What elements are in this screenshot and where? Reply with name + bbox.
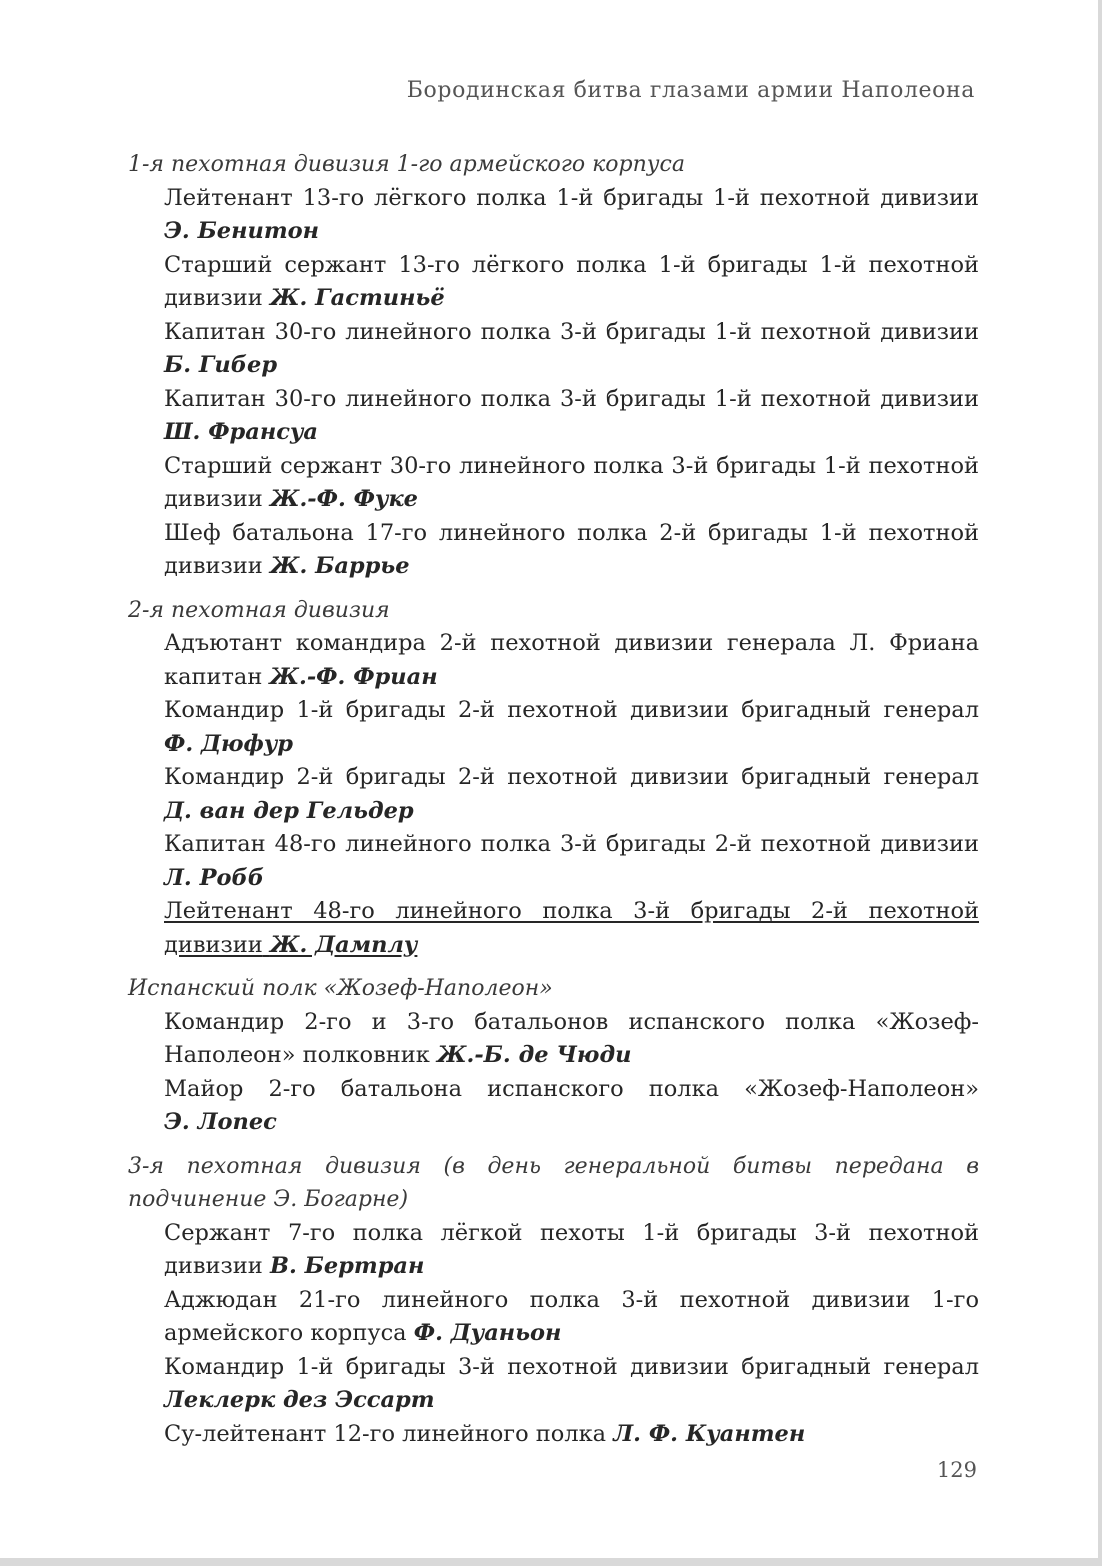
list-item	[164, 1418, 979, 1452]
entry-text: Командир 2-й бригады 2-й пехотной дивизии бригадный генерал	[164, 764, 979, 790]
entry-text: Старший сержант 13-го лёгкого полка 1-й бригады 1-й пехотной дивизии	[164, 251, 979, 311]
list-item	[164, 1217, 979, 1284]
running-head: Бородинская битва глазами армии Наполеона	[406, 78, 975, 103]
person-name: Ж.-Ф. Фриан	[269, 663, 438, 690]
entry-text: Шеф батальона 17-го линейного полка 2-й бригады 1-й пехотной дивизии	[164, 519, 979, 579]
section-division-1	[128, 148, 979, 584]
list-item	[164, 1284, 979, 1351]
person-name: Ж.-Ф. Фуке	[269, 486, 418, 512]
person-name: Леклерк дез Эссарт	[164, 1387, 435, 1413]
person-name: Ж. Дамплу	[269, 931, 418, 958]
entry-text: Командир 1-й бригады 2-й пехотной дивизии бригадный генерал	[164, 697, 979, 723]
section-title: 2-я пехотная дивизия	[128, 597, 390, 623]
person-name: Б. Гибер	[164, 352, 278, 378]
list-item	[164, 761, 979, 828]
list-item	[164, 383, 979, 450]
entry-text: Аджюдан 21-го линейного полка 3-й пехотной дивизии 1-го армейского корпуса	[164, 1286, 979, 1346]
list-item	[164, 828, 979, 895]
person-name: Л. Робб	[164, 864, 264, 891]
entry-text: Капитан 30-го линейного полка 3-й бригады 1-й пехотной дивизии	[164, 318, 979, 345]
entry-text: Командир 2-го и 3-го батальонов испанского полка «Жозеф-Наполеон» полковник	[164, 1008, 979, 1068]
person-name: Ф. Дуаньон	[413, 1320, 562, 1346]
person-name: Ф. Дюфур	[164, 730, 294, 757]
entry-text: Командир 1-й бригады 3-й пехотной дивизии бригадный генерал	[164, 1353, 979, 1380]
list-item-underlined	[164, 895, 979, 962]
entry-text: Адъютант командира 2-й пехотной дивизии генерала Л. Фриана капитан	[164, 630, 979, 690]
list-item	[164, 450, 979, 517]
entry-text: Сержант 7-го полка лёгкой пехоты 1-й бригады 3-й пехотной дивизии	[164, 1219, 979, 1279]
entry-text: Старший сержант 30-го линейного полка 3-й бригады 1-й пехотной дивизии	[164, 452, 979, 512]
person-name: Л. Ф. Куантен	[613, 1420, 806, 1447]
list-item	[164, 316, 979, 383]
entry-text: Майор 2-го батальона испанского полка «Жозеф-Наполеон»	[164, 1075, 979, 1102]
entry-text: Лейтенант 48-го линейного полка 3-й бригады 2-й пехотной дивизии	[164, 898, 979, 958]
person-name: Ж.-Б. де Чюди	[436, 1042, 632, 1068]
entry-text: Капитан 48-го линейного полка 3-й бригады 2-й пехотной дивизии	[164, 831, 979, 857]
list-item	[164, 1351, 979, 1418]
entry-text: Капитан 30-го линейного полка 3-й бригады 1-й пехотной дивизии	[164, 385, 979, 412]
section-title: Испанский полк «Жозеф-Наполеон»	[128, 976, 553, 1001]
section-spanish-regiment	[128, 972, 979, 1140]
person-name: Д. ван дер Гельдер	[164, 797, 414, 824]
page-content	[128, 148, 979, 1461]
list-item	[164, 182, 979, 249]
person-name: В. Бертран	[269, 1253, 425, 1279]
section-division-3	[128, 1150, 979, 1452]
list-item	[164, 1073, 979, 1140]
section-title: 1-я пехотная дивизия 1-го армейского корпуса	[128, 152, 685, 177]
list-item	[164, 1006, 979, 1073]
list-item	[164, 694, 979, 761]
entry-text: Лейтенант 13-го лёгкого полка 1-й бригады 1-й пехотной дивизии	[164, 184, 979, 211]
section-title: 3-я пехотная дивизия (в день генеральной битвы передана в подчинение Э. Богарне)	[128, 1153, 979, 1212]
person-name: Ж. Гастиньё	[269, 285, 445, 311]
entry-text: Су-лейтенант 12-го линейного полка	[164, 1420, 607, 1447]
list-item	[164, 627, 979, 694]
person-name: Ж. Баррье	[269, 553, 410, 579]
list-item	[164, 517, 979, 584]
person-name: Э. Лопес	[164, 1109, 277, 1135]
section-division-2	[128, 594, 979, 963]
page-number: 129	[936, 1458, 977, 1482]
person-name: Э. Бенитон	[164, 218, 320, 244]
person-name: Ш. Франсуа	[164, 419, 318, 445]
list-item	[164, 249, 979, 316]
